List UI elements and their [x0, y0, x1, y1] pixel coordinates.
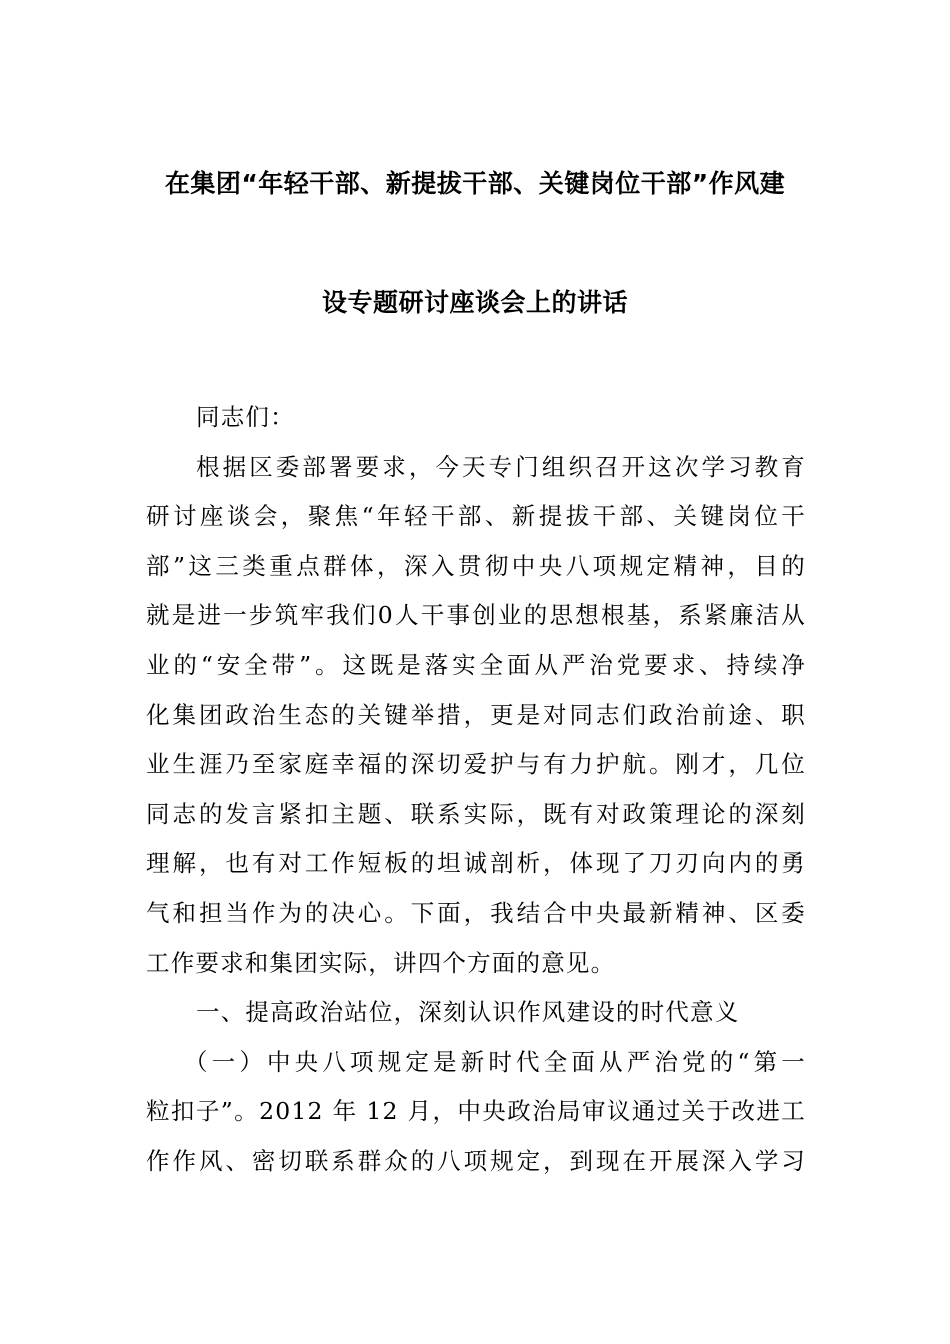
paragraph-1-line: 工作要求和集团实际，讲四个方面的意见。: [146, 948, 616, 977]
document-title-line-1: 在集团“年轻干部、新提拔干部、关键岗位干部”作风建: [164, 169, 786, 198]
paragraph-1-line: 研讨座谈会，聚焦“年轻干部、新提拔干部、关键岗位干: [146, 502, 806, 531]
document-body: [146, 393, 806, 1187]
paragraph-2-line: （一）中央八项规定是新时代全面从严治党的“第一: [184, 1047, 806, 1076]
paragraph-1-line: 同志的发言紧扣主题、联系实际，既有对政策理论的深刻: [146, 799, 806, 828]
paragraph-2-line: 粒扣子”。2012 年 12 月，中央政治局审议通过关于改进工: [146, 1097, 806, 1126]
paragraph-1-line: 业生涯乃至家庭幸福的深切爱护与有力护航。刚才，几位: [146, 750, 806, 779]
paragraph-1-line: 业的“安全带”。这既是落实全面从严治党要求、持续净: [146, 650, 806, 679]
paragraph-2-line: 作作风、密切联系群众的八项规定，到现在开展深入学习: [146, 1146, 806, 1175]
document-title-line-2: 设专题研讨座谈会上的讲话: [321, 288, 628, 317]
paragraph-1-line: 理解，也有对工作短板的坦诚剖析，体现了刀刃向内的勇: [146, 849, 806, 878]
salutation: 同志们：: [196, 403, 295, 431]
paragraph-1-line: 化集团政治生态的关键举措，更是对同志们政治前途、职: [146, 700, 806, 729]
paragraph-1-line: 部”这三类重点群体，深入贯彻中央八项规定精神，目的: [146, 551, 806, 580]
paragraph-1-line: 就是进一步筑牢我们0人干事创业的思想根基，系紧廉洁从: [146, 601, 806, 630]
paragraph-1-line: 气和担当作为的决心。下面，我结合中央最新精神、区委: [146, 898, 806, 927]
paragraph-1-line: 根据区委部署要求，今天专门组织召开这次学习教育: [196, 452, 806, 481]
section-heading-1: 一、提高政治站位，深刻认识作风建设的时代意义: [196, 998, 740, 1027]
